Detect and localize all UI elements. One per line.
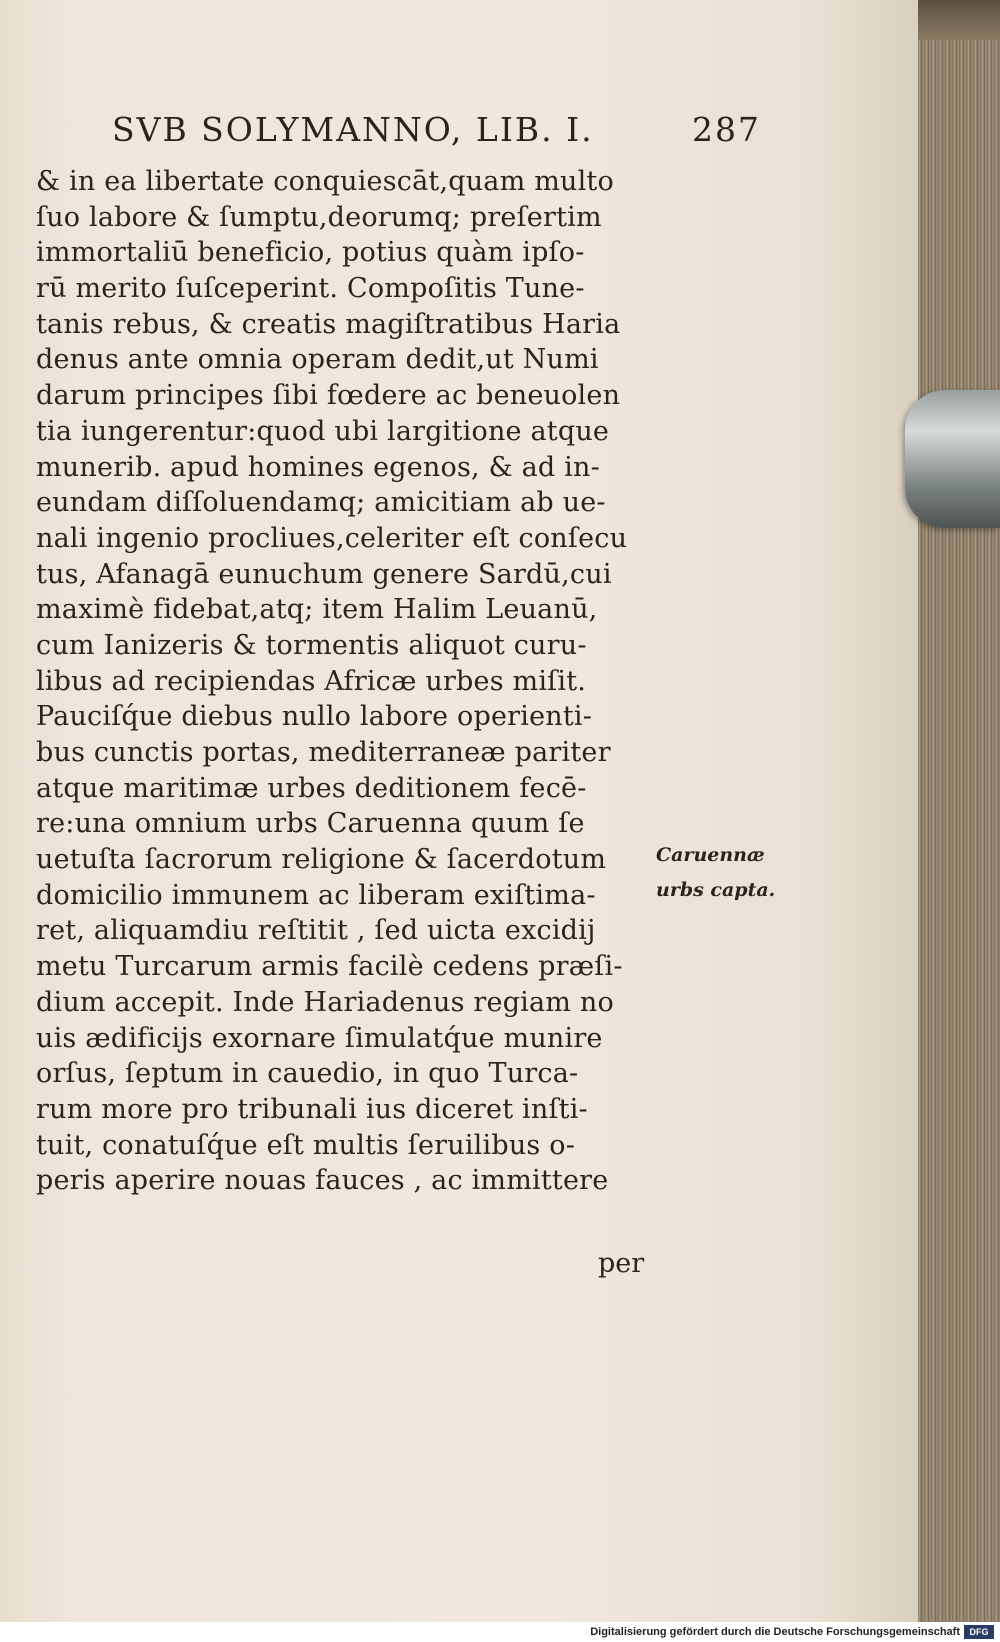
text-line: maximè fidebat,atq; item Halim Leuanū, bbox=[36, 594, 598, 626]
text-line: rum more pro tribunali ius diceret inſti- bbox=[36, 1093, 588, 1125]
text-line: Pauciſq́ue diebus nullo labore operienti- bbox=[36, 701, 593, 733]
text-line: tus, Afanagā eunuchum genere Sardū,cui bbox=[36, 558, 612, 590]
text-line: tanis rebus, & creatis magiſtratibus Haria bbox=[36, 308, 621, 340]
text-line: orſus, ſeptum in cauedio, in quo Turca- bbox=[36, 1058, 579, 1090]
text-line: atque maritimæ urbes deditionem fecē- bbox=[36, 772, 587, 804]
dfg-logo: DFG bbox=[964, 1625, 994, 1639]
text-line: dium accepit. Inde Hariadenus regiam no bbox=[36, 986, 614, 1018]
text-line: tuit, conatuſq́ue eſt multis ſeruilibus o- bbox=[36, 1129, 576, 1161]
page-fore-edge bbox=[918, 0, 1000, 1622]
page-clip bbox=[905, 390, 1000, 528]
text-line: bus cunctis portas, mediterraneæ pariter bbox=[36, 737, 611, 768]
text-line: eundam diſſoluendamq; amicitiam ab ue- bbox=[36, 487, 606, 519]
marginal-note-line: urbs capta. bbox=[656, 879, 776, 901]
text-line: munerib. apud homines egenos, & ad in- bbox=[36, 451, 600, 483]
text-line: peris aperire nouas fauces , ac immittere bbox=[36, 1165, 609, 1197]
text-line: uetuſta ſacrorum religione & ſacerdotum bbox=[36, 844, 607, 876]
catchword: per bbox=[598, 1248, 645, 1279]
footer-credit-bar bbox=[0, 1622, 1000, 1642]
text-line: immortaliū beneficio, potius quàm ipſo- bbox=[36, 237, 585, 269]
body-text bbox=[36, 164, 666, 1199]
text-line: re:una omnium urbs Caruenna quum ſe bbox=[36, 808, 585, 840]
text-line: & in ea libertate conquiescāt,quam multo bbox=[36, 166, 614, 197]
folio-number: 287 bbox=[692, 110, 761, 149]
text-line: uis ædificijs exornare ſimulatq́ue munire bbox=[36, 1022, 603, 1054]
text-line: denus ante omnia operam dedit,ut Numi bbox=[36, 344, 599, 376]
text-line: ret, aliquamdiu reſtitit , ſed uicta excidij bbox=[36, 915, 596, 947]
footer-credit: Digitalisierung gefördert durch die Deutsche Forschungsgemeinschaft bbox=[590, 1626, 960, 1638]
text-line: nali ingenio procliues,celeriter eſt conſecu bbox=[36, 522, 628, 554]
marginal-note-line: Caruennæ bbox=[656, 844, 765, 866]
marginal-note bbox=[656, 838, 796, 908]
running-head-title: SVB SOLYMANNO, LIB. I. bbox=[112, 110, 594, 149]
text-line: domicilio immunem ac liberam exiſtima- bbox=[36, 879, 596, 911]
running-head bbox=[112, 110, 761, 154]
text-line: ſuo labore & ſumptu,deorumq; preſertim bbox=[36, 201, 602, 233]
text-line: darum principes ſibi fœdere ac beneuolen bbox=[36, 380, 621, 412]
text-line: cum Ianizeris & tormentis aliquot curu- bbox=[36, 629, 587, 661]
text-line: libus ad recipiendas Africæ urbes miſit. bbox=[36, 665, 587, 697]
text-line: rū merito ſuſceperint. Compoſitis Tune- bbox=[36, 273, 585, 305]
text-line: tia iungerentur:quod ubi largitione atque bbox=[36, 415, 610, 447]
page-fore-edge-shadow bbox=[918, 0, 1000, 40]
text-line: metu Turcarum armis facilè cedens præſi- bbox=[36, 951, 623, 983]
